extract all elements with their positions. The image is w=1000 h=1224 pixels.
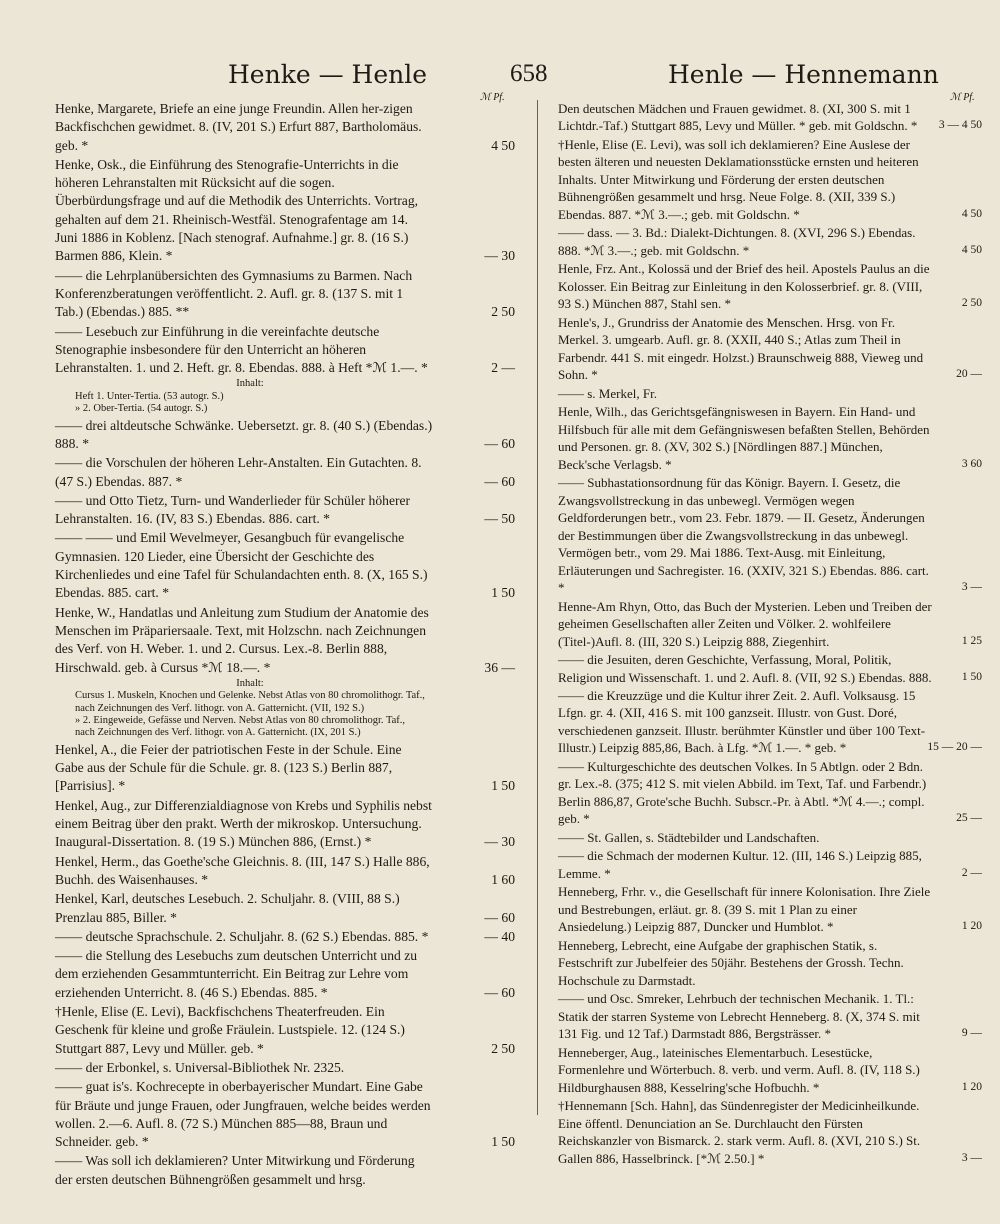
catalog-entry: [55, 1003, 515, 1058]
contents-note-line: Cursus 1. Muskeln, Knochen und Gelenke. Nebst Atlas von 80 chromolithogr. Taf., nach Zeichnungen des Verf. lithogr. von A. Gatternicht. (VII, 192 S.): [75, 690, 425, 714]
entry-price: 4 50: [961, 243, 982, 256]
entry-text: Henneberg, Frhr. v., die Gesellschaft für innere Kolonisation. Ihre Ziele und Bestrebungen, erläut. gr. 8. (39 S. mit 1 Plan zu einer Ansiedelung.) Leipzig 887, Duncker und Humblot. *: [558, 884, 931, 935]
left-column: [55, 100, 515, 1190]
contents-note-line: Inhalt:: [236, 677, 264, 689]
entry-price: — 60: [484, 473, 515, 489]
contents-note-line: Inhalt:: [236, 378, 264, 390]
entry-price: — 60: [484, 909, 515, 925]
right-column: [558, 100, 982, 1168]
catalog-entry: [55, 1152, 515, 1189]
catalog-entry: [558, 474, 982, 596]
contents-note: [55, 378, 515, 415]
entry-text: Henke, Margarete, Briefe an eine junge Freundin. Allen her-zigen Backfischchen gewidmet. 8. (IV, 201 S.) Erfurt 887, Bartholomäus. geb. *: [55, 101, 422, 153]
entry-text: —— Lesebuch zur Einführung in die vereinfachte deutsche Stenographie insbesondere für den Unterricht an höheren Lehranstalten. 1. und 2. Heft. gr. 8. Ebendas. 888. à Heft *ℳ 1.—. *: [55, 323, 428, 376]
entry-text: —— s. Merkel, Fr.: [558, 385, 657, 401]
entry-text: Den deutschen Mädchen und Frauen gewidmet. 8. (XI, 300 S. mit 1 Lichtdr.-Taf.) Stuttgart 885, Levy und Müller. * geb. mit Goldschn. *: [558, 101, 918, 134]
entry-text: —— —— und Emil Wevelmeyer, Gesangbuch für evangelische Gymnasien. 120 Lieder, eine Übersicht der Geschichte des Kirchenliedes und eine Tafel für Schulandachten enth. 8. (X, 165 S.) Ebendas. 885. cart. *: [55, 530, 428, 601]
catalog-entry: [558, 224, 982, 259]
catalog-entry: [55, 492, 515, 529]
entry-text: —— Was soll ich deklamieren? Unter Mitwirkung und Förderung der ersten deutschen Bühnengrößen gesammelt und hrsg.: [55, 1153, 415, 1187]
page-number: 658: [510, 60, 548, 87]
entry-price: 4 50: [491, 137, 515, 153]
catalog-entry: [55, 1078, 515, 1151]
catalog-entry: [558, 847, 982, 882]
entry-text: —— und Osc. Smreker, Lehrbuch der technischen Mechanik. 1. Tl.: Statik der starren Systeme von Lebrecht Henneberg. 8. (X, 374 S. mit 131 Fig. und 12 Taf.) Darmstadt 886, Bergsträsser. *: [558, 991, 920, 1042]
entry-price: 2 50: [491, 304, 515, 320]
entry-text: Henle's, J., Grundriss der Anatomie des Menschen. Hrsg. von Fr. Merkel. 3. umgearb. Aufl. gr. 8. (XXII, 440 S.; Atlas zum Theil in Farbendr. 441 S. mit eingedr. Holzst.) Braunschweig 888, Vieweg und Sohn. *: [558, 314, 924, 383]
entry-text: Henke, W., Handatlas und Anleitung zum Studium der Anatomie des Menschen im Präpariersaale. Text, mit Holzschn. nach Zeichnungen des Verf. von H. Weber. 1. und 2. Cursus. Lex.-8. Berlin 888, Hirschwald. geb. à Cursus *ℳ 18.—. *: [55, 604, 429, 675]
entry-price: — 60: [484, 435, 515, 451]
catalog-entry: [55, 417, 515, 454]
entry-price: 3 60: [961, 457, 982, 470]
catalog-entry: [55, 797, 515, 852]
catalog-entry: [558, 100, 982, 135]
entry-price: 3 —: [961, 1151, 982, 1164]
entry-price: 9 —: [961, 1027, 982, 1040]
entry-price: 1 20: [961, 1080, 982, 1093]
price-unit-right: ℳ Pf.: [950, 92, 975, 103]
entry-text: Henkel, Karl, deutsches Lesebuch. 2. Schuljahr. 8. (VIII, 88 S.) Prenzlau 885, Biller. *: [55, 891, 400, 925]
entry-price: 4 50: [961, 207, 982, 220]
entry-text: Henkel, Herm., das Goethe'sche Gleichnis. 8. (III, 147 S.) Halle 886, Buchh. des Waisenhauses. *: [55, 853, 430, 887]
entry-text: Henle, Frz. Ant., Kolossä und der Brief des heil. Apostels Paulus an die Kolosser. Ein Beitrag zur Einleitung in den Kolosserbrief. gr. 8. (VIII, 93 S.) München 887, Stahl sen. *: [558, 261, 930, 312]
entry-price: 15 — 20 —: [927, 741, 982, 754]
catalog-entry: [558, 260, 982, 312]
entry-price: 1 50: [491, 778, 515, 794]
entry-text: —— die Lehrplanübersichten des Gymnasiums zu Barmen. Nach Konferenzberatungen veröffentlicht. 2. Aufl. gr. 8. (137 S. mit 1 Tab.) (Ebendas.) 885. **: [55, 267, 413, 320]
catalog-entry: [55, 100, 515, 155]
entry-price: — 30: [484, 248, 515, 264]
catalog-entry: [558, 687, 982, 757]
entry-text: —— Kulturgeschichte des deutschen Volkes. In 5 Abtlgn. oder 2 Bdn. gr. Lex.-8. (375; 412 S. mit vielen Abbild. im Text, Taf. und Farbendr.) Berlin 886,87, Grote'sche Buchh. Subscr.-Pr. à Abtl. *ℳ 4.—.; compl. geb. *: [558, 758, 927, 827]
contents-note-line: Heft 1. Unter-Tertia. (53 autogr. S.): [75, 390, 224, 402]
entry-text: Henle, Wilh., das Gerichtsgefängniswesen in Bayern. Ein Hand- und Hilfsbuch für alle mit dem Gefängniswesen befaßten Stellen, Behörden und Personen. gr. 8. (XV, 302 S.) [Nördlingen 887.] München, Beck'sche Verlagsb. *: [558, 404, 930, 472]
entry-price: 1 50: [491, 1134, 515, 1150]
entry-text: —— drei altdeutsche Schwänke. Uebersetzt. gr. 8. (40 S.) (Ebendas.) 888. *: [55, 417, 433, 451]
catalog-entry: [558, 598, 982, 650]
entry-text: —— guat is's. Kochrecepte in oberbayerischer Mundart. Eine Gabe für Bräute und junge Frauen, oder Jungfrauen, welche beides werden wollen. 2.—6. Aufl. 8. (72 S.) München 885—88, Braun und Schneider. geb. *: [55, 1079, 431, 1150]
catalog-entry: [55, 890, 515, 927]
entry-price: 1 50: [961, 670, 982, 683]
entry-text: Henkel, Aug., zur Differenzialdiagnose von Krebs und Syphilis nebst einem Beitrag über den prakt. Werth der mikroskop. Untersuchung. Inaugural-Dissertation. 8. (19 S.) München 886, (Ernst.) *: [55, 797, 432, 850]
entry-text: —— St. Gallen, s. Städtebilder und Landschaften.: [558, 829, 820, 845]
entry-text: —— deutsche Sprachschule. 2. Schuljahr. 8. (62 S.) Ebendas. 885. *: [55, 928, 429, 944]
entry-text: †Henle, Elise (E. Levi), Backfischchens Theaterfreuden. Ein Geschenk für kleine und große Fräulein. Lustspiele. 12. (124 S.) Stuttgart 887, Levy und Müller. geb. *: [55, 1004, 405, 1056]
catalog-entry: [55, 604, 515, 677]
entry-price: 2 50: [961, 297, 982, 310]
entry-text: Henkel, A., die Feier der patriotischen Feste in der Schule. Eine Gabe aus der Schule für die Schule. gr. 8. (123 S.) Berlin 887, [Parrisius]. *: [55, 741, 402, 794]
contents-note-line: » 2. Ober-Tertia. (54 autogr. S.): [75, 403, 208, 415]
catalog-entry: [558, 937, 974, 989]
entry-text: —— die Schmach der modernen Kultur. 12. (III, 146 S.) Leipzig 885, Lemme. *: [558, 848, 922, 881]
catalog-entry: [55, 947, 515, 1002]
entry-price: 3 — 4 50: [938, 119, 982, 132]
catalog-entry: [55, 323, 515, 378]
catalog-entry: [55, 928, 515, 946]
contents-note: [55, 678, 515, 740]
entry-price: 20 —: [956, 368, 982, 381]
catalog-entry: [55, 853, 515, 890]
entry-text: Henneberg, Lebrecht, eine Aufgabe der graphischen Statik, s. Festschrift zur Jubelfeier des 50jähr. Bestehens der Grossh. Techn. Hochschule zu Darmstadt.: [558, 937, 904, 988]
entry-price: 2 —: [961, 866, 982, 879]
entry-text: —— die Jesuiten, deren Geschichte, Verfassung, Moral, Politik, Religion und Wissenschaft. 1. und 2. Aufl. 8. (VII, 92 S.) Ebendas. 888.: [558, 652, 932, 685]
contents-note-line: » 2. Eingeweide, Gefässe und Nerven. Nebst Atlas von 80 chromolithogr. Taf., nach Zeichnungen des Verf. lithogr. von A. Gatternicht. (IX, 201 S.): [75, 715, 406, 739]
entry-text: —— die Kreuzzüge und die Kultur ihrer Zeit. 2. Aufl. Volksausg. 15 Lfgn. gr. 4. (XII, 416 S. mit 100 ganzseit. Illustr. von Gust. Doré, verschiedenen ganzseit. Illustr. berühmter Künstler und über 100 Text-Illustr.) Leipzig 885,86, Bach. à Lfg. *ℳ 1.—. * geb. *: [558, 687, 926, 756]
entry-price: 25 —: [956, 812, 982, 825]
catalog-entry: [558, 651, 982, 686]
entry-text: —— die Stellung des Lesebuchs zum deutschen Unterricht und zu dem erziehenden Gesammtunterricht. Ein Beitrag zur Lehre vom erziehenden Unterricht. 8. (46 S.) Ebendas. 885. *: [55, 948, 418, 1000]
entry-text: —— Subhastationsordnung für das Königr. Bayern. I. Gesetz, die Zwangsvollstreckung in das unbewegl. Vermögen wegen Geldforderungen betr., vom 23. Febr. 1879. — II. Gesetz, Änderungen der Bestimmungen über die Zwangsvollstreckung in das unbewegl. Vermögen betr., vom 29. Mai 1886. Text-Ausg. mit Einleitung, Erläuterungen und Sachregister. 16. (XXIV, 321 S.) Ebendas. 886. cart. *: [558, 475, 929, 596]
entry-text: —— die Vorschulen der höheren Lehr-Anstalten. Ein Gutachten. 8. (47 S.) Ebendas. 887. *: [55, 455, 422, 489]
catalog-entry: [558, 136, 982, 223]
entry-text: †Hennemann [Sch. Hahn], das Sündenregister der Medicinheilkunde. Eine öffentl. Denunciation an Se. Durchlaucht den Fürsten Reichskanzler von Bismarck. 2. stark verm. Aufl. 8. (XVI, 210 S.) St. Gallen 886, Hasselbrinck. [*ℳ 2.50.] *: [558, 1098, 921, 1166]
entry-text: —— der Erbonkel, s. Universal-Bibliothek Nr. 2325.: [55, 1059, 345, 1075]
catalog-entry: [558, 883, 982, 935]
column-divider: [537, 100, 538, 1115]
catalog-entry: [558, 829, 974, 846]
catalog-entry: [558, 1044, 982, 1096]
catalog-entry: [558, 314, 982, 384]
entry-price: — 60: [484, 984, 515, 1000]
price-unit-left: ℳ Pf.: [480, 92, 505, 103]
entry-text: —— und Otto Tietz, Turn- und Wanderlieder für Schüler höherer Lehranstalten. 16. (IV, 83 S.) Ebendas. 886. cart. *: [55, 492, 411, 527]
catalog-entry: [55, 454, 515, 491]
entry-price: 36 —: [484, 659, 515, 675]
entry-price: 2 —: [491, 360, 515, 376]
entry-price: 1 50: [491, 585, 515, 601]
entry-price: 1 60: [491, 871, 515, 887]
running-head-left: Henke — Henle: [228, 60, 428, 89]
catalog-entry: [558, 403, 982, 473]
entry-text: Henke, Osk., die Einführung des Stenografie-Unterrichts in die höheren Lehranstalten mit Rücksicht auf die sogen. Überbürdungsfrage und auf die Methodik des Unterrichts. Vortrag, gehalten auf dem 21. Rheinisch-Westfäl. Stenografentage am 14. Juni 1886 in Koblenz. [Nach stenograf. Aufnahme.] gr. 8. (16 S.) Barmen 886, Klein. *: [55, 156, 419, 264]
catalog-entry: [55, 156, 515, 266]
entry-price: 1 20: [961, 920, 982, 933]
entry-price: — 30: [484, 834, 515, 850]
catalog-entry: [558, 758, 982, 828]
entry-price: 2 50: [491, 1040, 515, 1056]
catalog-entry: [55, 741, 515, 796]
entry-price: — 40: [484, 928, 515, 944]
catalog-entry: [558, 1097, 982, 1167]
catalog-entry: [55, 267, 515, 322]
catalog-entry: [55, 529, 515, 602]
entry-price: 1 25: [961, 634, 982, 647]
entry-text: Henneberger, Aug., lateinisches Elementarbuch. Lesestücke, Formenlehre und Wörterbuch. 8. verb. und verm. Aufl. 8. (IV, 118 S.) Hildburghausen 888, Kesselring'sche Hofbuchh. *: [558, 1044, 920, 1095]
entry-price: — 50: [484, 511, 515, 527]
entry-text: †Henle, Elise (E. Levi), was soll ich deklamieren? Eine Auslese der besten älteren und neuesten Deklamationsstücke ernsten und heiteren Inhalts. Unter Mitwirkung und Förderung der ersten deutschen Bühnengrößen gesammelt und hrsg. Neue Folge. 8. (XII, 339 S.) Ebendas. 887. *ℳ 3.—.; geb. mit Goldschn. *: [558, 136, 919, 222]
catalog-entry: [55, 1059, 515, 1077]
entry-text: Henne-Am Rhyn, Otto, das Buch der Mysterien. Leben und Treiben der geheimen Gesellschaften aller Zeiten und Völker. 2. wohlfeilere (Titel-)Aufl. 8. (III, 320 S.) Leipzig 888, Ziegenhirt.: [558, 598, 932, 649]
entry-price: 3 —: [961, 581, 982, 594]
entry-text: —— dass. — 3. Bd.: Dialekt-Dichtungen. 8. (XVI, 296 S.) Ebendas. 888. *ℳ 3.—.; geb. mit Goldschn. *: [558, 225, 916, 258]
catalog-entry: [558, 385, 974, 402]
catalog-entry: [558, 990, 982, 1042]
running-head-right: Henle — Hennemann: [668, 60, 939, 89]
